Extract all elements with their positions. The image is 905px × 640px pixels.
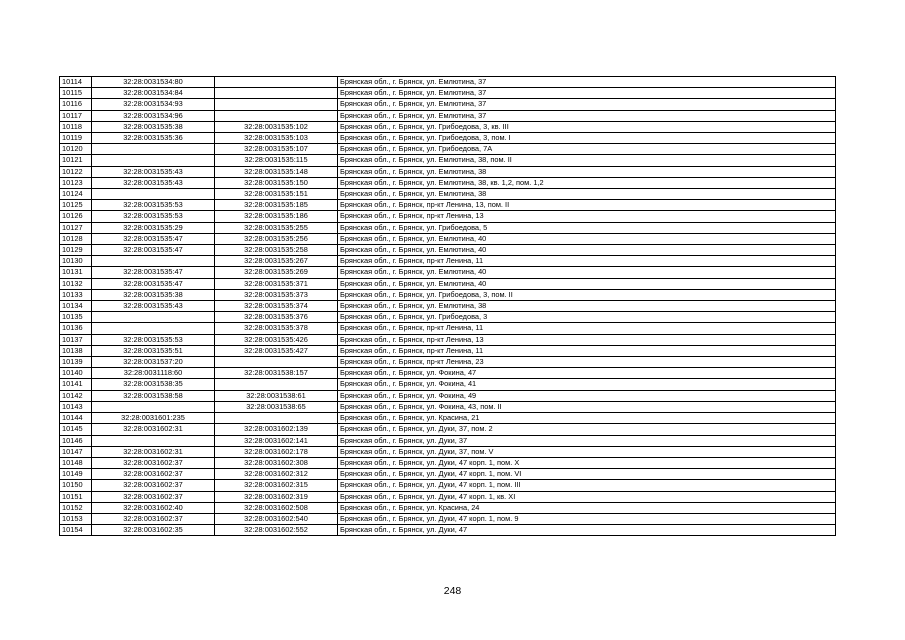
building-cadastral-number-cell: 32:28:0031535:373 <box>215 289 338 300</box>
record-number-cell: 10126 <box>60 211 92 222</box>
record-number-cell: 10149 <box>60 469 92 480</box>
building-cadastral-number-cell: 32:28:0031535:376 <box>215 312 338 323</box>
building-cadastral-number-cell: 32:28:0031535:151 <box>215 189 338 200</box>
table-row <box>60 233 836 244</box>
record-number-cell: 10133 <box>60 289 92 300</box>
record-number-cell: 10141 <box>60 379 92 390</box>
record-number-cell: 10132 <box>60 278 92 289</box>
land-cadastral-number-cell: 32:28:0031602:40 <box>92 502 215 513</box>
land-cadastral-number-cell: 32:28:0031538:35 <box>92 379 215 390</box>
address-cell: Брянская обл., г. Брянск, ул. Дуки, 47 корп. 1, пом. III <box>338 480 836 491</box>
building-cadastral-number-cell: 32:28:0031535:374 <box>215 301 338 312</box>
table-row <box>60 491 836 502</box>
building-cadastral-number-cell: 32:28:0031602:319 <box>215 491 338 502</box>
table-row <box>60 435 836 446</box>
table-row <box>60 401 836 412</box>
table-row <box>60 144 836 155</box>
record-number-cell: 10129 <box>60 245 92 256</box>
address-cell: Брянская обл., г. Брянск, пр-кт Ленина, 11 <box>338 345 836 356</box>
land-cadastral-number-cell: 32:28:0031535:47 <box>92 267 215 278</box>
land-cadastral-number-cell: 32:28:0031602:31 <box>92 446 215 457</box>
record-number-cell: 10134 <box>60 301 92 312</box>
address-cell: Брянская обл., г. Брянск, ул. Емлютина, 37 <box>338 88 836 99</box>
page-number: 248 <box>443 585 462 597</box>
address-cell: Брянская обл., г. Брянск, ул. Фокина, 49 <box>338 390 836 401</box>
address-cell: Брянская обл., г. Брянск, ул. Грибоедова, 3, пом. I <box>338 133 836 144</box>
building-cadastral-number-cell: 32:28:0031538:61 <box>215 390 338 401</box>
land-cadastral-number-cell: 32:28:0031602:37 <box>92 457 215 468</box>
address-cell: Брянская обл., г. Брянск, ул. Грибоедова, 7А <box>338 144 836 155</box>
table-row <box>60 379 836 390</box>
building-cadastral-number-cell: 32:28:0031602:308 <box>215 457 338 468</box>
land-cadastral-number-cell <box>92 435 215 446</box>
table-row <box>60 525 836 536</box>
address-cell: Брянская обл., г. Брянск, ул. Емлютина, 40 <box>338 245 836 256</box>
address-cell: Брянская обл., г. Брянск, пр-кт Ленина, 11 <box>338 323 836 334</box>
table-row <box>60 334 836 345</box>
table-row <box>60 289 836 300</box>
address-cell: Брянская обл., г. Брянск, ул. Емлютина, 38, пом. II <box>338 155 836 166</box>
building-cadastral-number-cell: 32:28:0031535:185 <box>215 200 338 211</box>
building-cadastral-number-cell <box>215 110 338 121</box>
building-cadastral-number-cell: 32:28:0031602:552 <box>215 525 338 536</box>
address-cell: Брянская обл., г. Брянск, ул. Емлютина, 37 <box>338 77 836 88</box>
record-number-cell: 10144 <box>60 413 92 424</box>
building-cadastral-number-cell: 32:28:0031535:267 <box>215 256 338 267</box>
record-number-cell: 10152 <box>60 502 92 513</box>
table-row <box>60 245 836 256</box>
land-cadastral-number-cell <box>92 323 215 334</box>
land-cadastral-number-cell: 32:28:0031602:37 <box>92 469 215 480</box>
record-number-cell: 10147 <box>60 446 92 457</box>
table-row <box>60 211 836 222</box>
address-cell: Брянская обл., г. Брянск, ул. Емлютина, 38, кв. 1,2, пом. 1,2 <box>338 177 836 188</box>
record-number-cell: 10145 <box>60 424 92 435</box>
record-number-cell: 10124 <box>60 189 92 200</box>
record-number-cell: 10123 <box>60 177 92 188</box>
building-cadastral-number-cell: 32:28:0031538:157 <box>215 368 338 379</box>
building-cadastral-number-cell: 32:28:0031535:186 <box>215 211 338 222</box>
building-cadastral-number-cell: 32:28:0031535:103 <box>215 133 338 144</box>
table-row <box>60 413 836 424</box>
land-cadastral-number-cell: 32:28:0031535:38 <box>92 121 215 132</box>
building-cadastral-number-cell <box>215 77 338 88</box>
building-cadastral-number-cell: 32:28:0031535:258 <box>215 245 338 256</box>
building-cadastral-number-cell <box>215 88 338 99</box>
record-number-cell: 10115 <box>60 88 92 99</box>
building-cadastral-number-cell: 32:28:0031535:102 <box>215 121 338 132</box>
record-number-cell: 10127 <box>60 222 92 233</box>
address-cell: Брянская обл., г. Брянск, ул. Дуки, 47 корп. 1, пом. X <box>338 457 836 468</box>
table-row <box>60 278 836 289</box>
record-number-cell: 10114 <box>60 77 92 88</box>
record-number-cell: 10136 <box>60 323 92 334</box>
address-cell: Брянская обл., г. Брянск, пр-кт Ленина, 13 <box>338 334 836 345</box>
land-cadastral-number-cell: 32:28:0031537:20 <box>92 357 215 368</box>
record-number-cell: 10151 <box>60 491 92 502</box>
land-cadastral-number-cell: 32:28:0031602:31 <box>92 424 215 435</box>
building-cadastral-number-cell: 32:28:0031602:141 <box>215 435 338 446</box>
address-cell: Брянская обл., г. Брянск, ул. Дуки, 47 <box>338 525 836 536</box>
building-cadastral-number-cell: 32:28:0031535:426 <box>215 334 338 345</box>
address-cell: Брянская обл., г. Брянск, ул. Дуки, 37, пом. 2 <box>338 424 836 435</box>
table-row <box>60 88 836 99</box>
land-cadastral-number-cell: 32:28:0031534:80 <box>92 77 215 88</box>
record-number-cell: 10128 <box>60 233 92 244</box>
address-cell: Брянская обл., г. Брянск, ул. Дуки, 47 корп. 1, пом. VI <box>338 469 836 480</box>
record-number-cell: 10150 <box>60 480 92 491</box>
record-number-cell: 10122 <box>60 166 92 177</box>
address-cell: Брянская обл., г. Брянск, пр-кт Ленина, 11 <box>338 256 836 267</box>
table-row <box>60 323 836 334</box>
record-number-cell: 10137 <box>60 334 92 345</box>
building-cadastral-number-cell: 32:28:0031535:148 <box>215 166 338 177</box>
land-cadastral-number-cell <box>92 189 215 200</box>
table-row <box>60 446 836 457</box>
record-number-cell: 10143 <box>60 401 92 412</box>
record-number-cell: 10120 <box>60 144 92 155</box>
land-cadastral-number-cell: 32:28:0031535:43 <box>92 166 215 177</box>
table-row <box>60 110 836 121</box>
address-cell: Брянская обл., г. Брянск, ул. Емлютина, 37 <box>338 110 836 121</box>
land-cadastral-number-cell: 32:28:0031538:58 <box>92 390 215 401</box>
building-cadastral-number-cell: 32:28:0031602:540 <box>215 513 338 524</box>
address-cell: Брянская обл., г. Брянск, ул. Дуки, 47 корп. 1, кв. XI <box>338 491 836 502</box>
building-cadastral-number-cell <box>215 357 338 368</box>
land-cadastral-number-cell: 32:28:0031535:53 <box>92 334 215 345</box>
building-cadastral-number-cell <box>215 99 338 110</box>
table-row <box>60 99 836 110</box>
table-row <box>60 200 836 211</box>
record-number-cell: 10118 <box>60 121 92 132</box>
address-cell: Брянская обл., г. Брянск, ул. Емлютина, 38 <box>338 166 836 177</box>
table-body <box>60 77 836 536</box>
address-cell: Брянская обл., г. Брянск, ул. Фокина, 41 <box>338 379 836 390</box>
address-cell: Брянская обл., г. Брянск, ул. Дуки, 47 корп. 1, пом. 9 <box>338 513 836 524</box>
building-cadastral-number-cell: 32:28:0031535:371 <box>215 278 338 289</box>
building-cadastral-number-cell: 32:28:0031602:312 <box>215 469 338 480</box>
record-number-cell: 10142 <box>60 390 92 401</box>
land-cadastral-number-cell: 32:28:0031535:47 <box>92 245 215 256</box>
land-cadastral-number-cell <box>92 144 215 155</box>
land-cadastral-number-cell: 32:28:0031535:47 <box>92 233 215 244</box>
building-cadastral-number-cell: 32:28:0031535:150 <box>215 177 338 188</box>
land-cadastral-number-cell: 32:28:0031535:43 <box>92 301 215 312</box>
building-cadastral-number-cell: 32:28:0031602:139 <box>215 424 338 435</box>
land-cadastral-number-cell: 32:28:0031602:35 <box>92 525 215 536</box>
address-cell: Брянская обл., г. Брянск, ул. Емлютина, 40 <box>338 278 836 289</box>
table-row <box>60 301 836 312</box>
building-cadastral-number-cell: 32:28:0031535:107 <box>215 144 338 155</box>
address-cell: Брянская обл., г. Брянск, ул. Дуки, 37, пом. V <box>338 446 836 457</box>
building-cadastral-number-cell <box>215 413 338 424</box>
land-cadastral-number-cell: 32:28:0031601:235 <box>92 413 215 424</box>
table-row <box>60 155 836 166</box>
record-number-cell: 10138 <box>60 345 92 356</box>
record-number-cell: 10153 <box>60 513 92 524</box>
table-row <box>60 469 836 480</box>
table-row <box>60 222 836 233</box>
table-row <box>60 357 836 368</box>
land-cadastral-number-cell: 32:28:0031535:36 <box>92 133 215 144</box>
table-row <box>60 368 836 379</box>
address-cell: Брянская обл., г. Брянск, ул. Фокина, 43, пом. II <box>338 401 836 412</box>
table-row <box>60 189 836 200</box>
record-number-cell: 10119 <box>60 133 92 144</box>
record-number-cell: 10121 <box>60 155 92 166</box>
building-cadastral-number-cell <box>215 379 338 390</box>
address-cell: Брянская обл., г. Брянск, ул. Фокина, 47 <box>338 368 836 379</box>
table-row <box>60 513 836 524</box>
table-row <box>60 133 836 144</box>
table-row <box>60 121 836 132</box>
record-number-cell: 10148 <box>60 457 92 468</box>
land-cadastral-number-cell: 32:28:0031535:43 <box>92 177 215 188</box>
address-cell: Брянская обл., г. Брянск, ул. Грибоедова, 3 <box>338 312 836 323</box>
building-cadastral-number-cell: 32:28:0031602:315 <box>215 480 338 491</box>
record-number-cell: 10154 <box>60 525 92 536</box>
address-cell: Брянская обл., г. Брянск, пр-кт Ленина, 23 <box>338 357 836 368</box>
address-cell: Брянская обл., г. Брянск, ул. Грибоедова, 5 <box>338 222 836 233</box>
record-number-cell: 10135 <box>60 312 92 323</box>
building-cadastral-number-cell: 32:28:0031602:508 <box>215 502 338 513</box>
address-cell: Брянская обл., г. Брянск, ул. Красина, 24 <box>338 502 836 513</box>
address-cell: Брянская обл., г. Брянск, ул. Емлютина, 40 <box>338 267 836 278</box>
record-number-cell: 10140 <box>60 368 92 379</box>
address-cell: Брянская обл., г. Брянск, ул. Емлютина, 37 <box>338 99 836 110</box>
record-number-cell: 10116 <box>60 99 92 110</box>
land-cadastral-number-cell <box>92 256 215 267</box>
table-row <box>60 480 836 491</box>
building-cadastral-number-cell: 32:28:0031535:255 <box>215 222 338 233</box>
table-row <box>60 502 836 513</box>
table-row <box>60 390 836 401</box>
land-cadastral-number-cell: 32:28:0031535:38 <box>92 289 215 300</box>
table-row <box>60 312 836 323</box>
building-cadastral-number-cell: 32:28:0031535:115 <box>215 155 338 166</box>
land-cadastral-number-cell: 32:28:0031535:47 <box>92 278 215 289</box>
land-cadastral-number-cell: 32:28:0031602:37 <box>92 480 215 491</box>
record-number-cell: 10131 <box>60 267 92 278</box>
address-cell: Брянская обл., г. Брянск, ул. Красина, 21 <box>338 413 836 424</box>
table-row <box>60 345 836 356</box>
table-row <box>60 166 836 177</box>
property-registry-table <box>59 76 836 536</box>
address-cell: Брянская обл., г. Брянск, ул. Грибоедова, 3, кв. III <box>338 121 836 132</box>
address-cell: Брянская обл., г. Брянск, пр-кт Ленина, 13 <box>338 211 836 222</box>
building-cadastral-number-cell: 32:28:0031602:178 <box>215 446 338 457</box>
address-cell: Брянская обл., г. Брянск, пр-кт Ленина, 13, пом. II <box>338 200 836 211</box>
land-cadastral-number-cell: 32:28:0031534:96 <box>92 110 215 121</box>
table-row <box>60 256 836 267</box>
record-number-cell: 10125 <box>60 200 92 211</box>
building-cadastral-number-cell: 32:28:0031538:65 <box>215 401 338 412</box>
table-row <box>60 457 836 468</box>
record-number-cell: 10139 <box>60 357 92 368</box>
land-cadastral-number-cell: 32:28:0031602:37 <box>92 513 215 524</box>
address-cell: Брянская обл., г. Брянск, ул. Дуки, 37 <box>338 435 836 446</box>
building-cadastral-number-cell: 32:28:0031535:256 <box>215 233 338 244</box>
land-cadastral-number-cell: 32:28:0031535:53 <box>92 211 215 222</box>
land-cadastral-number-cell <box>92 155 215 166</box>
table-row <box>60 424 836 435</box>
address-cell: Брянская обл., г. Брянск, ул. Грибоедова, 3, пом. II <box>338 289 836 300</box>
building-cadastral-number-cell: 32:28:0031535:269 <box>215 267 338 278</box>
building-cadastral-number-cell: 32:28:0031535:427 <box>215 345 338 356</box>
land-cadastral-number-cell: 32:28:0031534:93 <box>92 99 215 110</box>
table-row <box>60 177 836 188</box>
land-cadastral-number-cell: 32:28:0031535:29 <box>92 222 215 233</box>
land-cadastral-number-cell <box>92 401 215 412</box>
land-cadastral-number-cell: 32:28:0031535:51 <box>92 345 215 356</box>
land-cadastral-number-cell: 32:28:0031534:84 <box>92 88 215 99</box>
land-cadastral-number-cell: 32:28:0031535:53 <box>92 200 215 211</box>
table-row <box>60 267 836 278</box>
land-cadastral-number-cell: 32:28:0031118:60 <box>92 368 215 379</box>
address-cell: Брянская обл., г. Брянск, ул. Емлютина, 40 <box>338 233 836 244</box>
land-cadastral-number-cell <box>92 312 215 323</box>
building-cadastral-number-cell: 32:28:0031535:378 <box>215 323 338 334</box>
record-number-cell: 10117 <box>60 110 92 121</box>
address-cell: Брянская обл., г. Брянск, ул. Емлютина, 38 <box>338 189 836 200</box>
record-number-cell: 10130 <box>60 256 92 267</box>
record-number-cell: 10146 <box>60 435 92 446</box>
table-row <box>60 77 836 88</box>
address-cell: Брянская обл., г. Брянск, ул. Емлютина, 38 <box>338 301 836 312</box>
land-cadastral-number-cell: 32:28:0031602:37 <box>92 491 215 502</box>
